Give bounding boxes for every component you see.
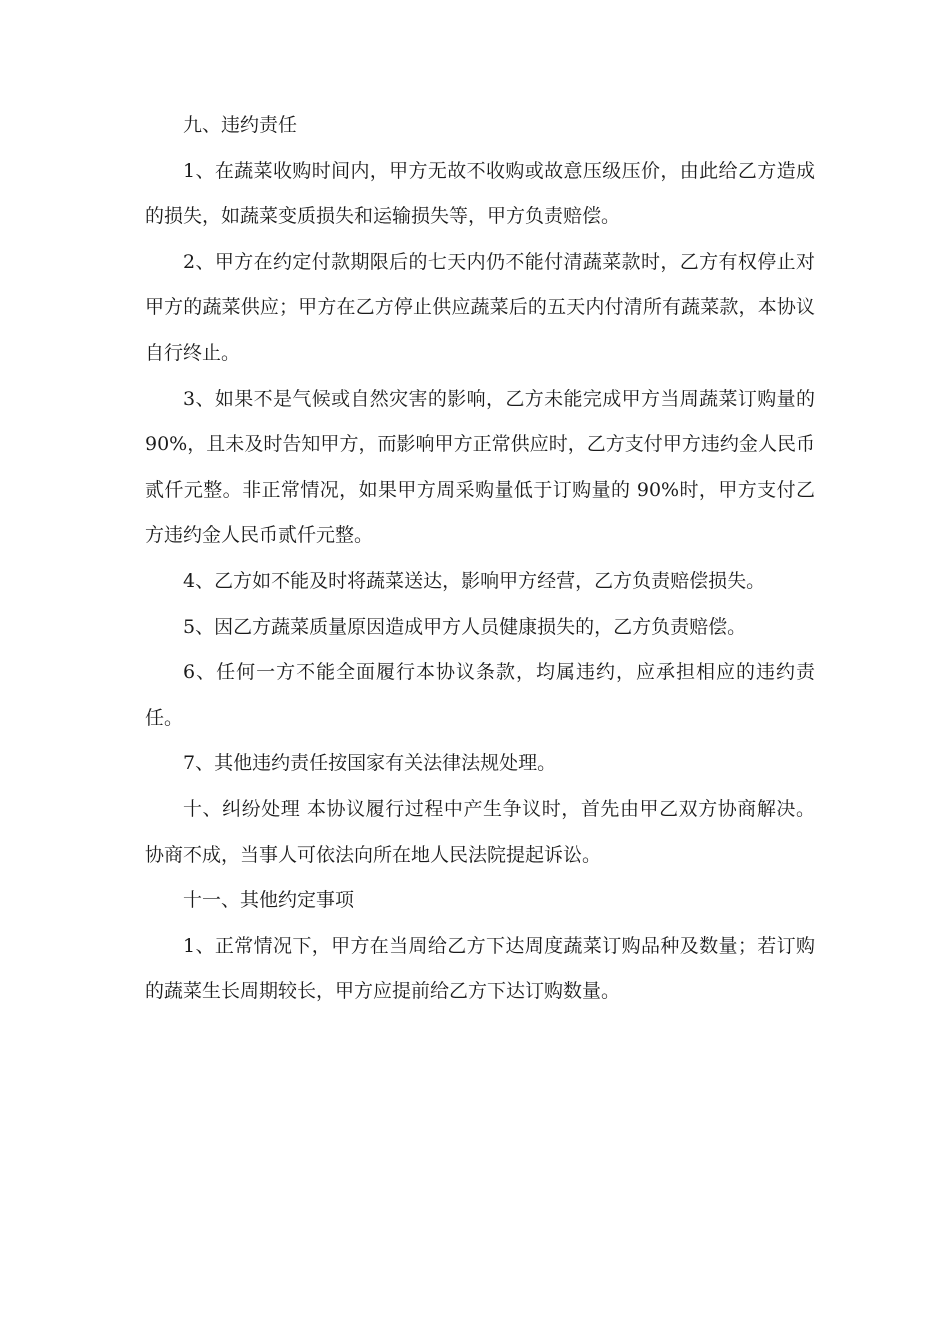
paragraph-clause: 2、甲方在约定付款期限后的七天内仍不能付清蔬菜款时，乙方有权停止对甲方的蔬菜供应；甲方在乙方停止供应蔬菜后的五天内付清所有蔬菜款，本协议自行终止。 [145, 250, 815, 364]
paragraph-clause: 7、其他违约责任按国家有关法律法规处理。 [183, 752, 557, 775]
section-dispute-resolution: 十、纠纷处理 本协议履行过程中产生争议时，首先由甲乙双方协商解决。协商不成，当事人可依法向所在地人民法院提起诉讼。 [145, 797, 815, 866]
paragraph-clause: 4、乙方如不能及时将蔬菜送达，影响甲方经营，乙方负责赔偿损失。 [183, 569, 766, 592]
section-heading-breach-liability: 九、违约责任 [183, 114, 298, 136]
paragraph-clause: 1、在蔬菜收购时间内，甲方无故不收购或故意压级压价，由此给乙方造成的损失，如蔬菜变质损失和运输损失等，甲方负责赔偿。 [145, 159, 815, 228]
paragraph-clause: 3、如果不是气候或自然灾害的影响，乙方未能完成甲方当周蔬菜订购量的 90%，且未及时告知甲方，而影响甲方正常供应时，乙方支付甲方违约金人民币贰仟元整。非正常情况，如果甲方周采购量低于订购量的 90%时，甲方支付乙方违约金人民币贰仟元整。 [145, 387, 815, 547]
document-body [145, 103, 815, 1015]
paragraph-clause: 1、正常情况下，甲方在当周给乙方下达周度蔬菜订购品种及数量；若订购的蔬菜生长周期较长，甲方应提前给乙方下达订购数量。 [145, 934, 815, 1003]
paragraph-clause: 5、因乙方蔬菜质量原因造成甲方人员健康损失的，乙方负责赔偿。 [183, 615, 747, 638]
paragraph-clause: 6、任何一方不能全面履行本协议条款，均属违约，应承担相应的违约责任。 [145, 661, 815, 729]
section-heading-other-matters: 十一、其他约定事项 [183, 889, 355, 912]
